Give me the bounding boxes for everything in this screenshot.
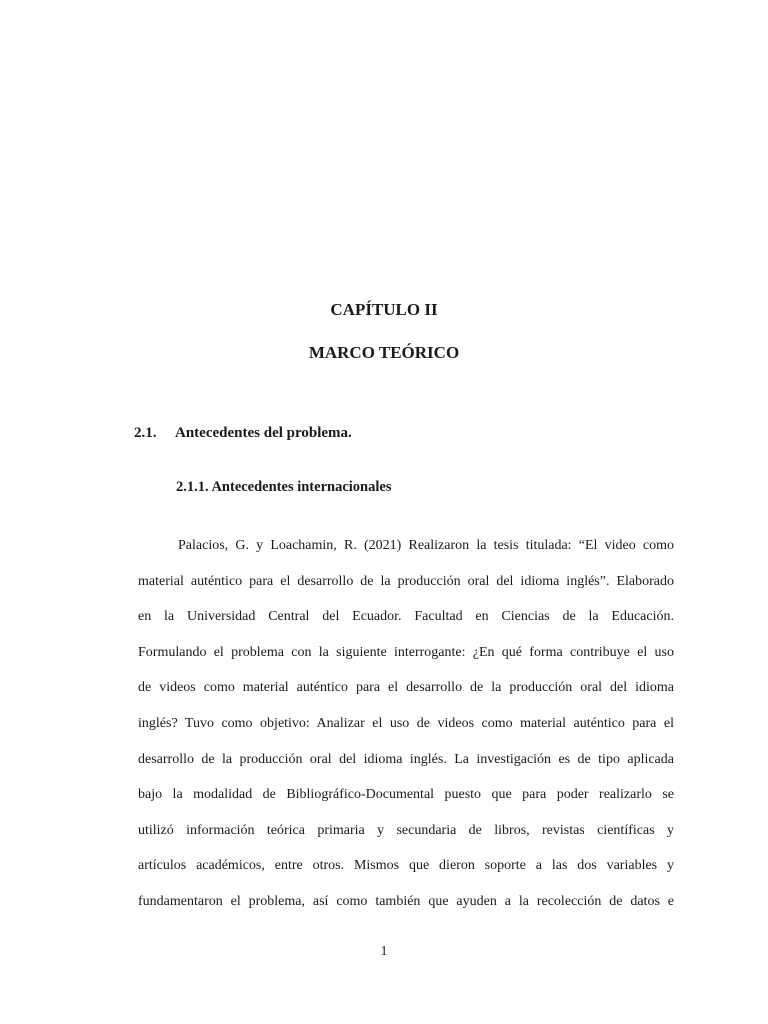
paragraph-line: artículos académicos, entre otros. Mismos que dieron soporte a las dos variables y (138, 858, 674, 874)
page-number: 1 (380, 944, 388, 959)
subsection-heading: 2.1.1. Antecedentes internacionales (176, 479, 392, 495)
chapter-title: CAPÍTULO II (330, 300, 438, 319)
paragraph-line: en la Universidad Central del Ecuador. Facultad en Ciencias de la Educación. (138, 609, 674, 625)
paragraph-line: Formulando el problema con la siguiente interrogante: ¿En qué forma contribuye el uso (138, 644, 674, 660)
section-title: Antecedentes del problema. (175, 425, 352, 441)
paragraph-line: desarrollo de la producción oral del idioma inglés. La investigación es de tipo aplicada (138, 751, 674, 767)
paragraph-line: utilizó información teórica primaria y secundaria de libros, revistas científicas y (138, 822, 674, 838)
chapter-subtitle: MARCO TEÓRICO (308, 343, 460, 362)
section-heading (134, 425, 352, 442)
paragraph-line: de videos como material auténtico para el desarrollo de la producción oral del idioma (138, 680, 674, 696)
paragraph-line: Palacios, G. y Loachamin, R. (2021) Realizaron la tesis titulada: “El video como (178, 538, 674, 553)
section-number: 2.1. (134, 425, 157, 441)
paragraph-line: fundamentaron el problema, así como también que ayuden a la recolección de datos e (138, 893, 674, 909)
paragraph-line: bajo la modalidad de Bibliográfico-Documental puesto que para poder realizarlo se (138, 787, 674, 803)
paragraph-line: inglés? Tuvo como objetivo: Analizar el uso de videos como material auténtico para el (138, 715, 674, 731)
paragraph-line: material auténtico para el desarrollo de la producción oral del idioma inglés”. Elaborado (138, 573, 674, 589)
body-paragraph (138, 528, 674, 920)
